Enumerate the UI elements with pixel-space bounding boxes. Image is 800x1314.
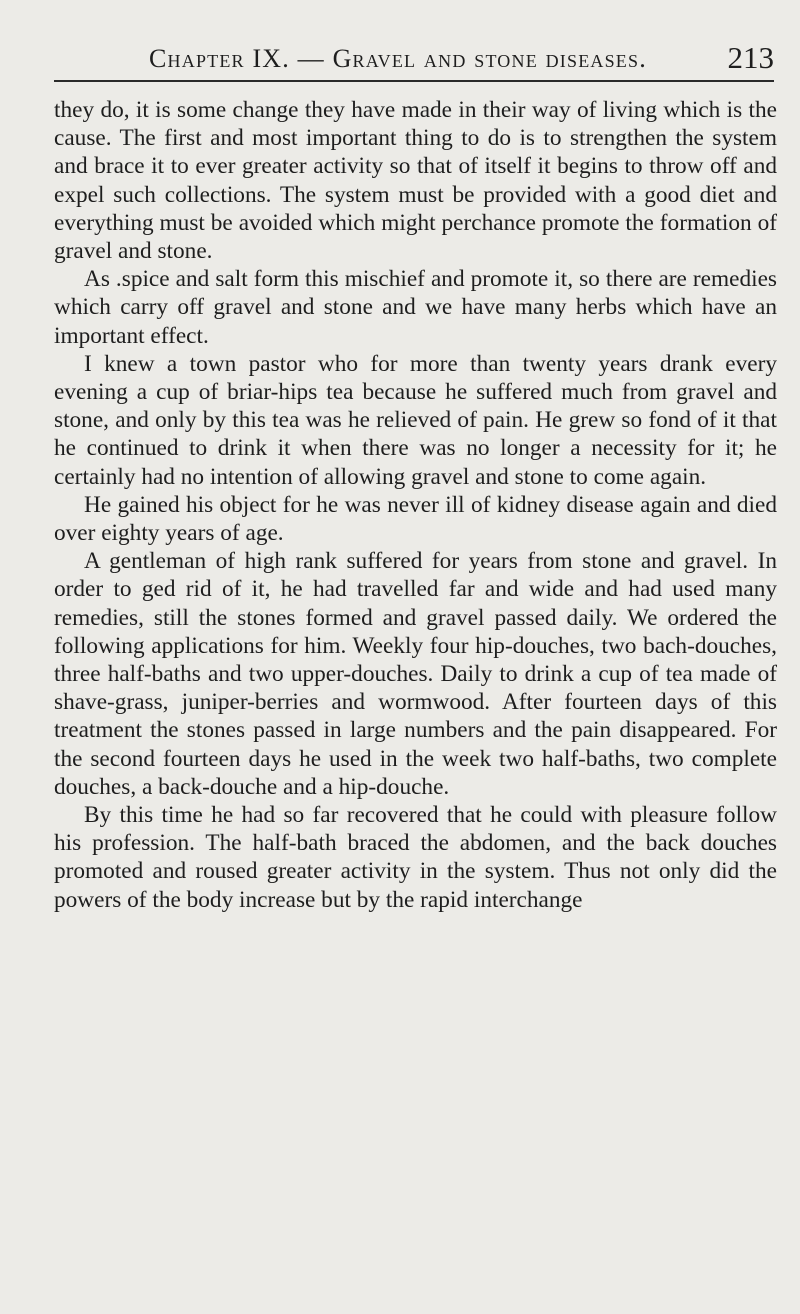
header-rule — [54, 80, 774, 82]
paragraph: they do, it is some change they have made in their way of living which is the cause. The first and most important thing to do is to strengthen the system and brace it to ever greater activity so that of itself it begins to throw off and expel such collections. The system must be provided with a good diet and everything must be avoided which might perchance promote the formation of gravel and stone. — [54, 97, 777, 265]
paragraph: As .spice and salt form this mischief and promote it, so there are remedies which carry off gravel and stone and we have many herbs which have an important effect. — [54, 266, 777, 349]
paragraph: He gained his object for he was never ill of kidney disease again and died over eighty years of age. — [54, 491, 777, 547]
paragraph: By this time he had so far recovered that he could with pleasure follow his profession. The half-bath braced the abdomen, and the back douches promoted and roused greater activity in the system. Thus not only did the powers of the body increase but by the rapid interchange — [54, 802, 777, 913]
paragraph: I knew a town pastor who for more than twenty years drank every evening a cup of briar-hips tea because he suffered much from gravel and stone, and only by this tea was he relieved of pain. He grew so fond of it that he continued to drink it when there was no longer a necessity for it; he certainly had no intention of allowing gravel and stone to come again. — [54, 350, 777, 490]
paragraph: A gentleman of high rank suffered for years from stone and gravel. In order to ged rid of it, he had travelled far and wide and had used many remedies, still the stones formed and gravel passed daily. We ordered the following applications for him. Weekly four hip-douches, two bach-douches, three half-baths and two upper-douches. Daily to drink a cup of tea made of shave-grass, juniper-berries and wormwood. After fourteen days of this treatment the stones passed in large numbers and the pain disappeared. For the second fourteen days he used in the week two half-baths, two complete douches, a back-douche and a hip-douche. — [54, 548, 777, 800]
running-head: Chapter IX. — Gravel and stone diseases. — [149, 44, 647, 73]
page-header — [54, 42, 774, 88]
body-text — [54, 96, 777, 914]
page-number: 213 — [727, 40, 774, 75]
